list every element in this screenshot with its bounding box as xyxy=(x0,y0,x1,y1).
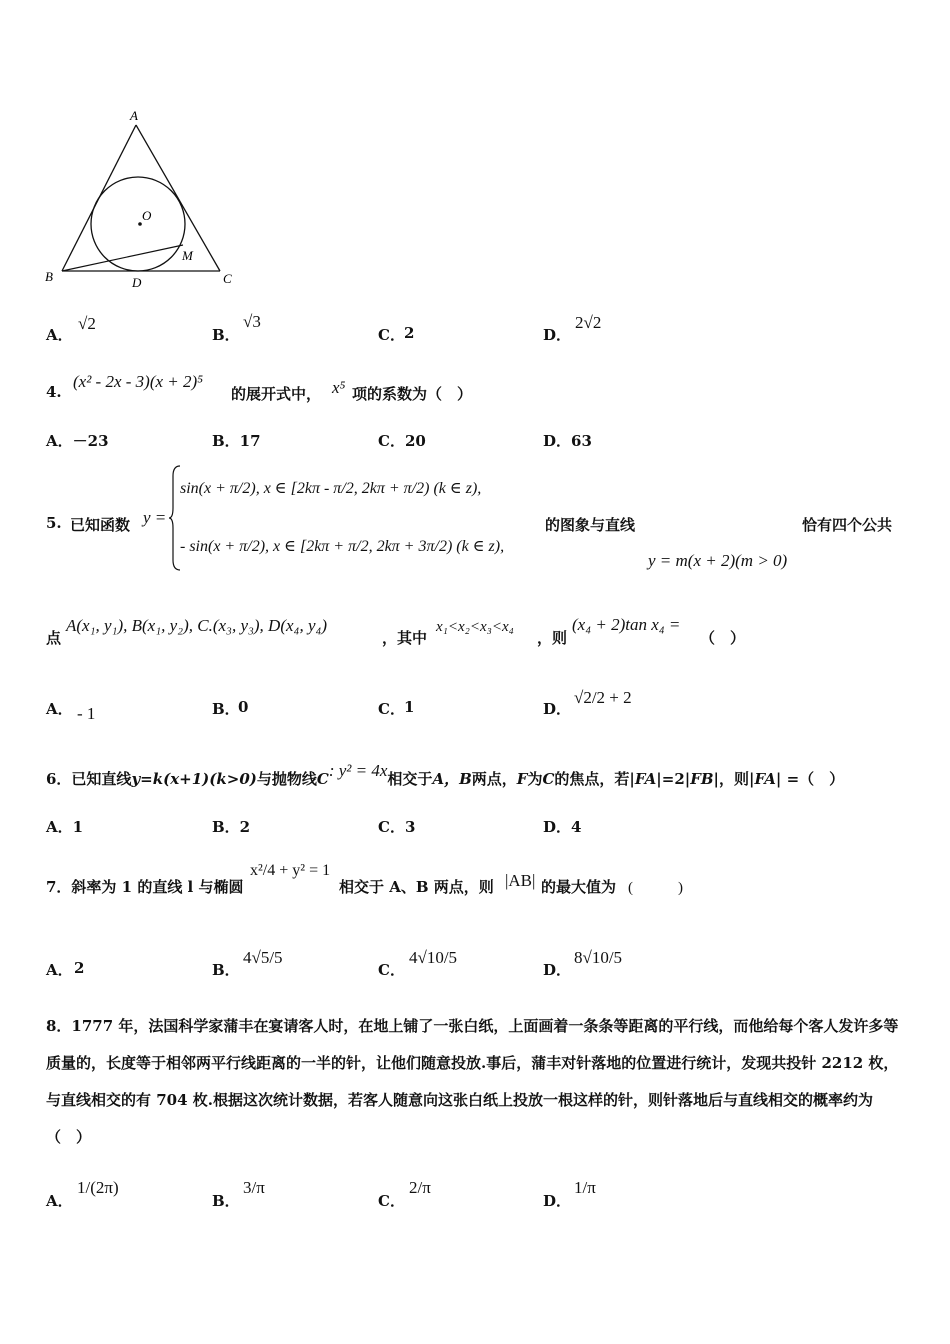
q6-option-d[interactable]: D．4 xyxy=(543,818,582,836)
q4-expression: (x² - 2x - 3)(x + 2)⁵ xyxy=(73,372,204,391)
q6-text-g: 两点， xyxy=(471,770,517,788)
q7-paren: ( ) xyxy=(628,880,683,896)
q6-option-a[interactable]: A．1 xyxy=(46,818,84,836)
q6-curve-name: C xyxy=(316,770,329,788)
q6-focus: F xyxy=(516,770,528,788)
q6-parabola: : y² = 4x xyxy=(328,761,388,780)
q5-y: y = xyxy=(143,508,167,527)
q4-option-c[interactable]: C．20 xyxy=(378,432,426,450)
q5-text-1: 已知函数 xyxy=(70,516,131,534)
q8-option-b-label[interactable]: B． xyxy=(212,1192,240,1210)
q8-option-a-value: 1/(2π) xyxy=(77,1178,119,1197)
q6-text-c: 与抛物线 xyxy=(256,770,317,788)
q6-text-o: |，则| xyxy=(713,770,755,788)
q7-option-c-label[interactable]: C． xyxy=(378,961,405,979)
q6-line-eq: y=k(x+1)(k>0) xyxy=(131,770,257,788)
q7-option-a-value: 2 xyxy=(74,959,85,977)
q8-option-d-label[interactable]: D． xyxy=(543,1192,572,1210)
triangle-incircle-figure xyxy=(40,105,245,295)
q8-stem: 8．1777 年，法国科学家蒲丰在宴请客人时，在地上铺了一张白纸，上面画着一条条等距离的平行线，而他给每个客人发许多等质量的，长度等于相邻两平行线距离的一半的针，让他们随意投放.事后，蒲丰对针落地的位置进行统计，发现共投针 2212 枚，与直线相交的有 704 枚.根据这次统计数据，若客人随意向这张白纸上投放一根这样的针，则针落地后与直线相交的概率约为（ ） xyxy=(46,1017,899,1146)
q7-text-3: 的最大值为 xyxy=(541,878,617,896)
q7-text-1: 7．斜率为 1 的直线 l 与椭圆 xyxy=(46,878,244,896)
q5-case-1: sin(x + π/2), x ∈ [2kπ - π/2, 2kπ + π/2) (k ∈ z), xyxy=(180,480,482,497)
q4-term: x⁵ xyxy=(332,378,346,397)
q5-text-5: ，其中 xyxy=(382,629,428,647)
q5-option-a-label[interactable]: A． xyxy=(46,700,73,718)
q6-text-i: 为 xyxy=(527,770,543,788)
q7-option-b-label[interactable]: B． xyxy=(212,961,240,979)
label-M: M xyxy=(182,248,193,263)
q6-option-b[interactable]: B．2 xyxy=(212,818,251,836)
q5-option-b-value: 0 xyxy=(238,698,249,716)
label-A: A xyxy=(130,108,138,123)
q7-option-d-label[interactable]: D． xyxy=(543,961,572,979)
q7-option-d-value: 8√10/5 xyxy=(574,948,623,967)
q8-option-a-label[interactable]: A． xyxy=(46,1192,73,1210)
q7-option-a-label[interactable]: A． xyxy=(46,961,73,979)
q5-line: y = m(x + 2)(m > 0) xyxy=(648,551,788,570)
q3-option-c-value: 2 xyxy=(404,324,415,342)
q6-stem xyxy=(46,761,845,789)
q3-option-d-label[interactable]: D． xyxy=(543,326,572,344)
q5-number: 5. xyxy=(46,514,62,532)
q5-text-7: （ ） xyxy=(700,629,746,647)
q4-option-b[interactable]: B．17 xyxy=(212,432,261,450)
label-C: C xyxy=(223,271,232,286)
q8-option-c-value: 2/π xyxy=(409,1178,431,1197)
q5-text-2: 的图象与直线 xyxy=(545,516,636,534)
q6-option-c[interactable]: C．3 xyxy=(378,818,416,836)
q6-fb: FB xyxy=(690,770,714,788)
q5-text-6: ，则 xyxy=(537,629,568,647)
q7-option-c-value: 4√10/5 xyxy=(409,948,458,967)
q3-option-c-label[interactable]: C． xyxy=(378,326,405,344)
q5-order: x₁<x₂<x₃<x₄ xyxy=(436,619,514,635)
q4-number: 4. xyxy=(46,383,62,401)
label-B: B xyxy=(45,269,53,284)
q5-option-a-value: - 1 xyxy=(77,704,96,723)
q4-text-2: 项的系数为（ ） xyxy=(352,385,473,403)
q5-text-3: 恰有四个公共 xyxy=(802,516,893,534)
q6-curve-name-2: C xyxy=(542,770,555,788)
q8-option-c-label[interactable]: C． xyxy=(378,1192,405,1210)
q7-text-2: 相交于 A、B 两点，则 xyxy=(339,878,494,896)
q6-text-k: 的焦点，若| xyxy=(554,770,635,788)
label-O: O xyxy=(142,208,152,223)
q5-option-c-label[interactable]: C． xyxy=(378,700,405,718)
q5-expression: (x₄ + 2)tan x₄ = xyxy=(572,615,681,634)
label-D: D xyxy=(132,275,142,290)
q7-ellipse: x²/4 + y² = 1 xyxy=(250,862,331,879)
q4-text-1: 的展开式中， xyxy=(231,385,322,403)
q7-ab: |AB| xyxy=(505,871,536,890)
q5-option-b-label[interactable]: B． xyxy=(212,700,240,718)
q6-points: A，B xyxy=(432,770,472,788)
q7-option-b-value: 4√5/5 xyxy=(243,948,283,967)
q6-text-m: |=2| xyxy=(656,770,691,788)
q6-text-e: 相交于 xyxy=(387,770,433,788)
q3-option-a-value: √2 xyxy=(78,314,96,333)
q6-text-a: 6．已知直线 xyxy=(46,770,132,788)
q4-option-d[interactable]: D．63 xyxy=(543,432,592,450)
q6-fa-2: FA xyxy=(754,770,776,788)
q3-option-d-value: 2√2 xyxy=(575,313,602,332)
q6-fa-1: FA xyxy=(634,770,657,788)
q6-text-q: | =（ ） xyxy=(775,770,845,788)
q3-option-b-value: √3 xyxy=(243,312,261,331)
q5-points: A(x₁, y₁), B(x₁, y₂), C.(x₃, y₃), D(x₄, y₄) xyxy=(66,616,328,635)
q5-case-2: - sin(x + π/2), x ∈ [2kπ + π/2, 2kπ + 3π/2) (k ∈ z), xyxy=(180,538,505,555)
q8-option-b-value: 3/π xyxy=(243,1178,265,1197)
q8-option-d-value: 1/π xyxy=(574,1178,596,1197)
q3-option-a-label[interactable]: A． xyxy=(46,326,73,344)
q5-option-d-label[interactable]: D． xyxy=(543,700,572,718)
q5-text-4: 点 xyxy=(46,629,62,647)
q4-option-a[interactable]: A．－23 xyxy=(46,432,109,450)
q3-option-b-label[interactable]: B． xyxy=(212,326,240,344)
q5-option-c-value: 1 xyxy=(404,698,415,716)
q5-option-d-value: √2/2 + 2 xyxy=(574,688,632,707)
